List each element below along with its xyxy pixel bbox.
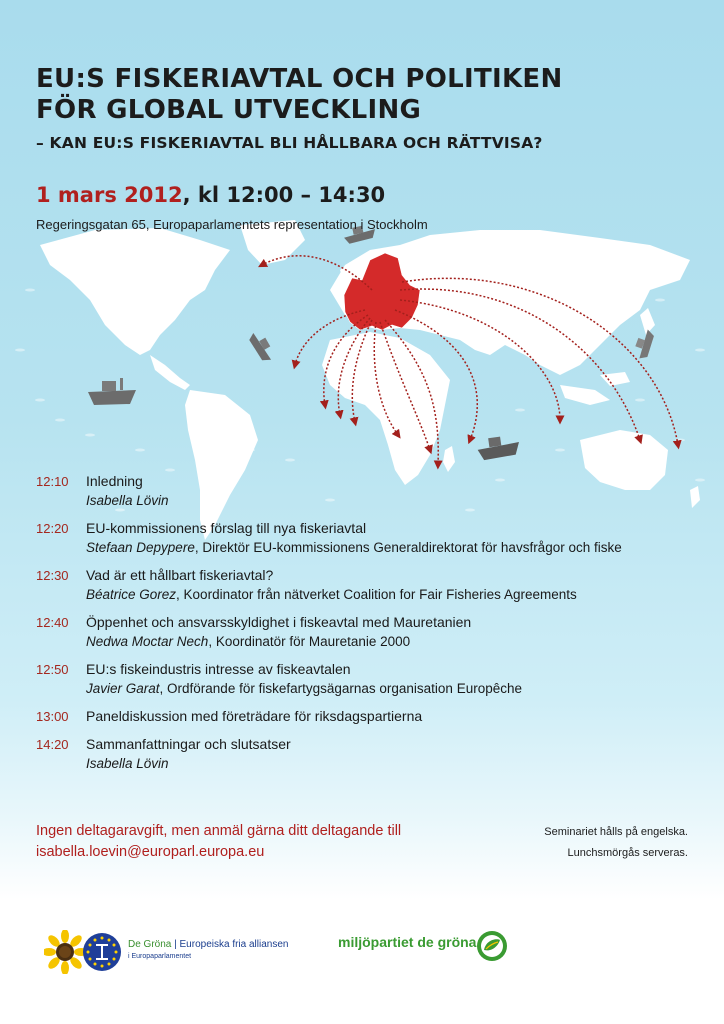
registration-info	[36, 821, 401, 863]
agenda-time: 12:20	[36, 521, 69, 536]
fishing-ship-icon	[88, 378, 136, 405]
agenda-title: Sammanfattningar och slutsatser	[86, 736, 291, 752]
agenda-time: 12:10	[36, 474, 69, 489]
greens-logo-text	[128, 939, 288, 960]
speaker-role: , Koordinatör för Mauretanie 2000	[208, 634, 411, 649]
agenda-time: 13:00	[36, 709, 69, 724]
language-note: Seminariet hålls på engelska.	[544, 826, 688, 838]
agenda-speaker	[86, 585, 696, 604]
seminar-notes	[544, 822, 688, 864]
speaker-name: Nedwa Moctar Nech	[86, 634, 209, 649]
event-venue: Regeringsgatan 65, Europaparlamentets representation i Stockholm	[36, 217, 428, 232]
agenda-item	[36, 519, 696, 557]
agenda-time: 14:20	[36, 737, 69, 752]
miljopartiet-name: miljöpartiet de gröna	[338, 934, 477, 950]
greens-name: De Gröna	[128, 939, 172, 950]
agenda-item	[36, 707, 696, 726]
agenda	[36, 472, 696, 782]
agenda-time: 12:50	[36, 662, 69, 677]
agenda-item	[36, 566, 696, 604]
event-datetime	[36, 183, 385, 207]
title-line-2: FÖR GLOBAL UTVECKLING	[36, 95, 422, 125]
north-america	[40, 228, 230, 355]
agenda-title: Paneldiskussion med företrädare för riksdagspartierna	[86, 708, 423, 724]
page-title	[36, 64, 696, 126]
speaker-name: Isabella Lövin	[86, 493, 169, 508]
lunch-note: Lunchsmörgås serveras.	[567, 847, 688, 859]
dandelion-leaf-icon	[476, 930, 508, 962]
agenda-speaker	[86, 538, 696, 557]
event-time: , kl 12:00 – 14:30	[182, 183, 386, 207]
registration-email-link[interactable]: isabella.loevin@europarl.europa.eu	[36, 844, 265, 860]
fishing-ship-icon	[247, 329, 276, 364]
agenda-time: 12:40	[36, 615, 69, 630]
title-line-1: EU:S FISKERIAVTAL OCH POLITIKEN	[36, 64, 563, 94]
speaker-role: , Direktör EU-kommissionens Generaldirektorat för havsfrågor och fiske	[194, 540, 622, 555]
agenda-item	[36, 660, 696, 698]
agenda-title: Vad är ett hållbart fiskeriavtal?	[86, 567, 274, 583]
speaker-name: Javier Garat	[86, 681, 160, 696]
speaker-name: Béatrice Gorez	[86, 587, 177, 602]
agenda-item	[36, 613, 696, 651]
registration-text: Ingen deltagaravgift, men anmäl gärna ditt deltagande till	[36, 823, 402, 839]
fishing-ship-icon	[632, 327, 656, 360]
africa	[322, 332, 450, 485]
event-date: 1 mars 2012	[36, 183, 183, 207]
eu-stars-icon	[82, 932, 122, 972]
speaker-name: Isabella Lövin	[86, 756, 169, 771]
agenda-title: Inledning	[86, 473, 143, 489]
greens-efa-logo	[44, 930, 344, 980]
speaker-role: , Koordinator från nätverket Coalition for Fair Fisheries Agreements	[176, 587, 577, 602]
page-subtitle: – KAN EU:S FISKERIAVTAL BLI HÅLLBARA OCH RÄTTVISA?	[36, 134, 543, 152]
agenda-speaker	[86, 754, 696, 773]
agenda-title: EU-kommissionens förslag till nya fiskeriavtal	[86, 520, 367, 536]
agenda-title: Öppenhet och ansvarsskyldighet i fiskeavtal med Mauretanien	[86, 614, 472, 630]
agenda-title: EU:s fiskeindustris intresse av fiskeavtalen	[86, 661, 351, 677]
agenda-speaker	[86, 491, 696, 510]
agenda-time: 12:30	[36, 568, 69, 583]
header	[36, 64, 696, 152]
agenda-item	[36, 735, 696, 773]
sunflower-icon	[44, 930, 86, 974]
speaker-role: , Ordförande för fiskefartygsägarnas organisation Europêche	[159, 681, 522, 696]
miljopartiet-logo	[338, 930, 513, 964]
agenda-speaker	[86, 632, 696, 651]
fishing-ship-icon	[476, 434, 521, 461]
speaker-name: Stefaan Depypere	[86, 540, 195, 555]
agenda-speaker	[86, 679, 696, 698]
greens-alliance: | Europeiska fria alliansen	[174, 939, 289, 950]
greens-subtitle: i Europaparlamentet	[128, 953, 192, 960]
agenda-item	[36, 472, 696, 510]
